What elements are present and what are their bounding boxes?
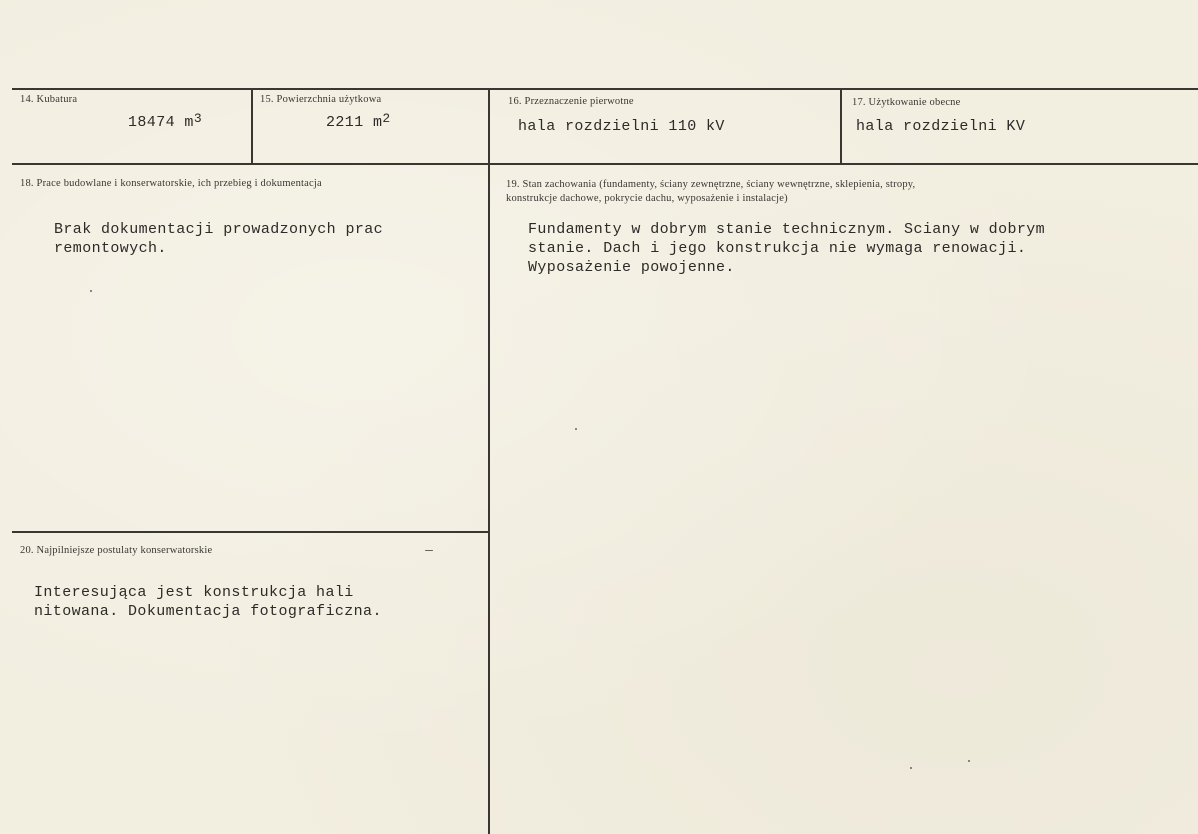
field-14-value xyxy=(128,111,203,131)
section-divider xyxy=(12,531,488,533)
row-divider xyxy=(12,163,1198,165)
paper-speck xyxy=(968,760,970,762)
top-rule xyxy=(12,88,1198,90)
field-19-line-2: stanie. Dach i jego konstrukcja nie wymaga renowacji. xyxy=(528,240,1027,257)
field-19-label-line-2: konstrukcje dachowe, pokrycie dachu, wyposażenie i instalacje) xyxy=(506,193,788,204)
paper-speck xyxy=(575,428,577,430)
paper-speck xyxy=(425,550,433,551)
field-17-value: hala rozdzielni KV xyxy=(856,118,1026,135)
field-17-label: 17. Użytkowanie obecne xyxy=(852,97,961,108)
field-19-label-line-1: 19. Stan zachowania (fundamenty, ściany zewnętrzne, ściany wewnętrzne, sklepienia, stropy, xyxy=(506,179,916,190)
column-divider-3 xyxy=(840,88,842,164)
field-20-label: 20. Najpilniejsze postulaty konserwatorskie xyxy=(20,545,213,556)
field-18-line-1: Brak dokumentacji prowadzonych prac xyxy=(54,221,384,238)
field-14-number: 18474 m xyxy=(128,114,194,131)
paper-speck xyxy=(910,767,912,769)
field-14-exponent: 3 xyxy=(193,111,203,126)
field-15-value xyxy=(326,111,391,131)
field-15-number: 2211 m xyxy=(326,114,383,131)
field-16-label: 16. Przeznaczenie pierwotne xyxy=(508,96,634,107)
column-divider-2 xyxy=(488,88,490,834)
field-18-line-2: remontowych. xyxy=(54,240,167,257)
field-14-label: 14. Kubatura xyxy=(20,94,78,105)
field-19-line-3: Wyposażenie powojenne. xyxy=(528,259,735,276)
field-20-line-2: nitowana. Dokumentacja fotograficzna. xyxy=(34,603,382,620)
field-16-value: hala rozdzielni 110 kV xyxy=(518,118,725,135)
field-20-line-1: Interesująca jest konstrukcja hali xyxy=(34,584,354,601)
column-divider-1 xyxy=(251,88,253,164)
field-15-label: 15. Powierzchnia użytkowa xyxy=(260,94,382,105)
paper-speck xyxy=(90,290,92,292)
field-15-exponent: 2 xyxy=(382,111,391,126)
field-18-label: 18. Prace budowlane i konserwatorskie, ich przebieg i dokumentacja xyxy=(20,178,322,189)
field-19-line-1: Fundamenty w dobrym stanie technicznym. Sciany w dobrym xyxy=(528,221,1046,238)
